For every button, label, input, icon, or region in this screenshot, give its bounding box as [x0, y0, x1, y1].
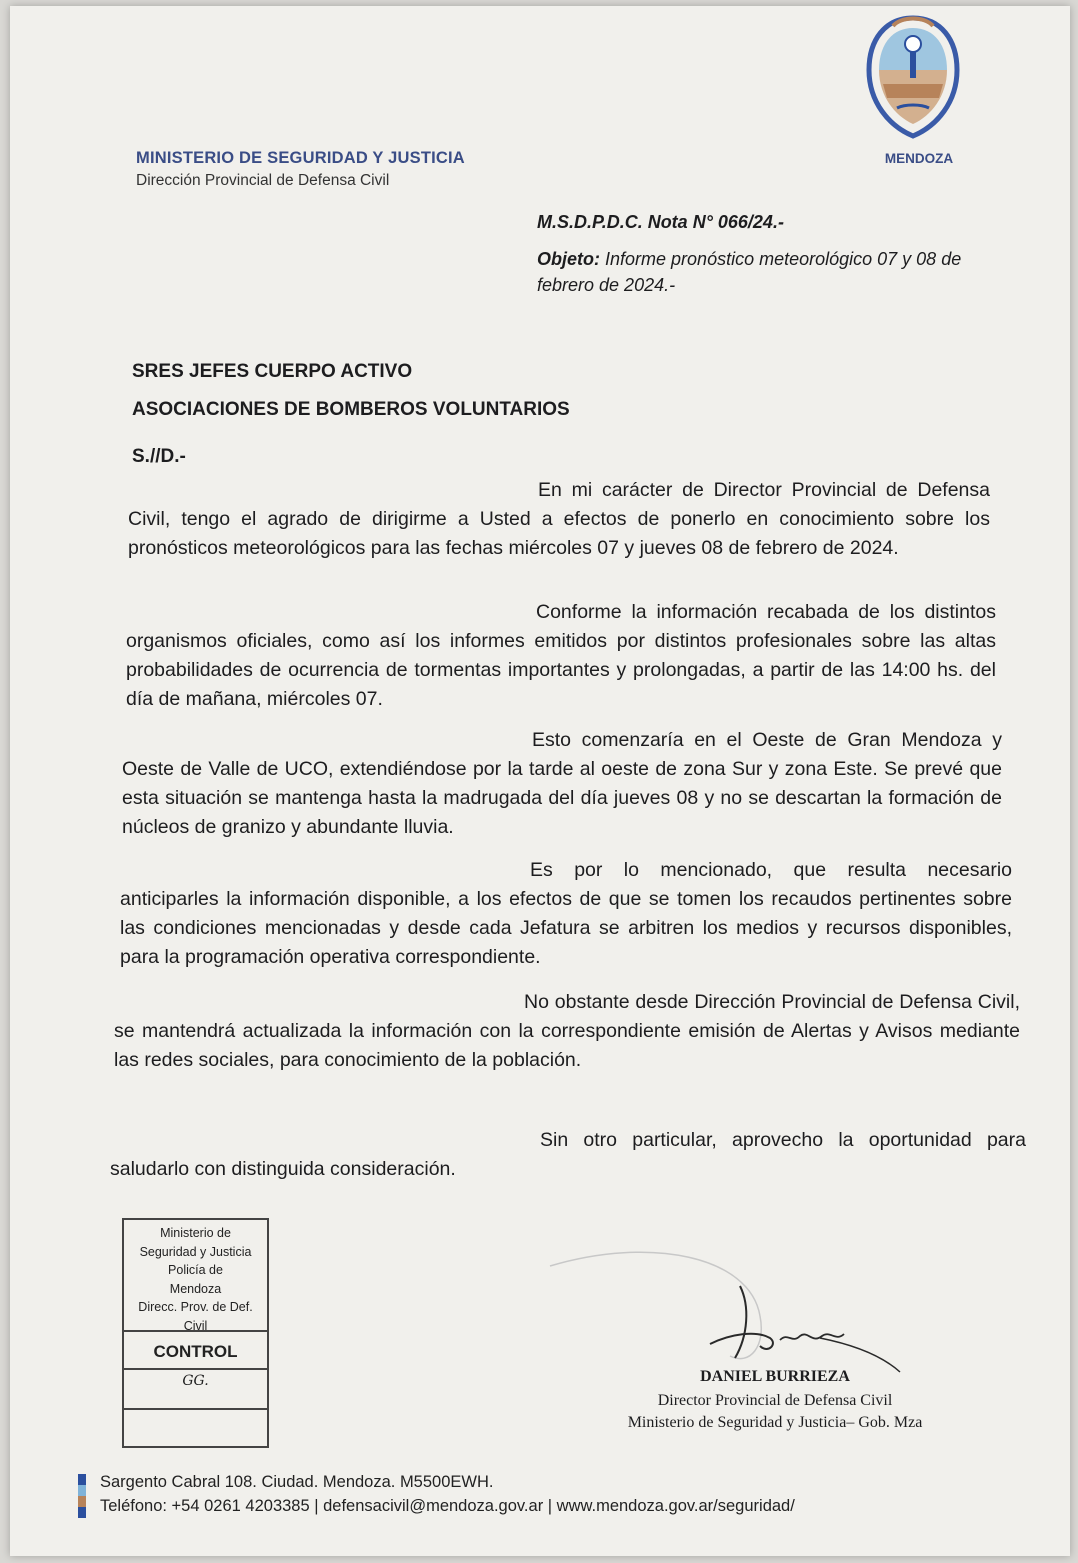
- signer-title: Director Provincial de Defensa Civil Ministerio de Seguridad y Justicia– Gob. Mza: [627, 1392, 923, 1431]
- paragraph-5: No obstante desde Dirección Provincial de Defensa Civil, se mantendrá actualizada la información con la correspondiente emisión de Alertas y Avisos mediante las redes sociales, para conocimiento de la población.: [114, 991, 1020, 1071]
- ministry-name: MINISTERIO DE SEGURIDAD Y JUSTICIA: [136, 149, 465, 167]
- object-text: Informe pronóstico meteorológico 07 y 08 de febrero de 2024.-: [537, 249, 962, 295]
- footer-contact-line: [100, 1494, 795, 1518]
- note-reference: M.S.D.P.D.C. Nota N° 066/24.-: [537, 212, 784, 232]
- object-block: [537, 246, 979, 298]
- control-stamp: [122, 1218, 269, 1448]
- paragraph-2: Conforme la información recabada de los distintos organismos oficiales, como así los informes emitidos por distintos profesionales sobre las altas probabilidades de ocurrencia de tormentas importantes y prolongadas, a partir de las 14:00 hs. del día de mañana, miércoles 07.: [126, 601, 996, 710]
- paragraph-4: Es por lo mencionado, que resulta necesario anticiparles la información disponible, a los efectos de que se tomen los recaudos pertinentes sobre las condiciones mencionadas y desde cada Jefatura se arbitren los medios y recursos disponibles, para la programación operativa correspondiente.: [120, 859, 1012, 968]
- footer-color-bar: [78, 1474, 86, 1518]
- footer-web[interactable]: | www.mendoza.gov.ar/seguridad/: [547, 1497, 795, 1515]
- direction-name: Dirección Provincial de Defensa Civil: [136, 172, 390, 189]
- recipient-line-1: SRES JEFES CUERPO ACTIVO: [132, 361, 413, 382]
- paragraph-3: Esto comenzaría en el Oeste de Gran Mendoza y Oeste de Valle de UCO, extendiéndose por la tarde al oeste de zona Sur y zona Este. Se prevé que esta situación se mantenga hasta la madrugada del día jueves 08 y no se descartan la formación de núcleos de granizo y abundante lluvia.: [122, 729, 1002, 838]
- stamp-initials: GG.: [124, 1370, 267, 1410]
- object-label: Objeto:: [537, 249, 600, 269]
- mendoza-coat-of-arms-icon: [863, 14, 963, 142]
- footer-contact: [100, 1470, 795, 1518]
- handwritten-signature: [530, 1226, 910, 1386]
- stamp-header: Ministerio de Seguridad y Justicia Policía de Mendoza Direcc. Prov. de Def. Civil: [124, 1220, 267, 1332]
- recipient-line-2: ASOCIACIONES DE BOMBEROS VOLUNTARIOS: [132, 399, 570, 420]
- footer-address: Sargento Cabral 108. Ciudad. Mendoza. M5500EWH.: [100, 1473, 494, 1491]
- logo-label: MENDOZA: [884, 151, 954, 166]
- letter-page: [10, 6, 1070, 1556]
- paragraph-6: Sin otro particular, aprovecho la oportunidad para saludarlo con distinguida consideración.: [110, 1129, 1026, 1180]
- footer-email[interactable]: defensacivil@mendoza.gov.ar: [323, 1497, 544, 1515]
- stamp-control-label: CONTROL: [124, 1332, 267, 1370]
- recipient-line-3: S.//D.-: [132, 446, 186, 467]
- paragraph-1: En mi carácter de Director Provincial de Defensa Civil, tengo el agrado de dirigirme a Usted a efectos de ponerlo en conocimiento sobre los pronósticos meteorológicos para las fechas miércoles 07 y jueves 08 de febrero de 2024.: [128, 479, 990, 559]
- footer-phone: Teléfono: +54 0261 4203385 |: [100, 1497, 319, 1515]
- signer-name: DANIEL BURRIEZA: [700, 1368, 850, 1385]
